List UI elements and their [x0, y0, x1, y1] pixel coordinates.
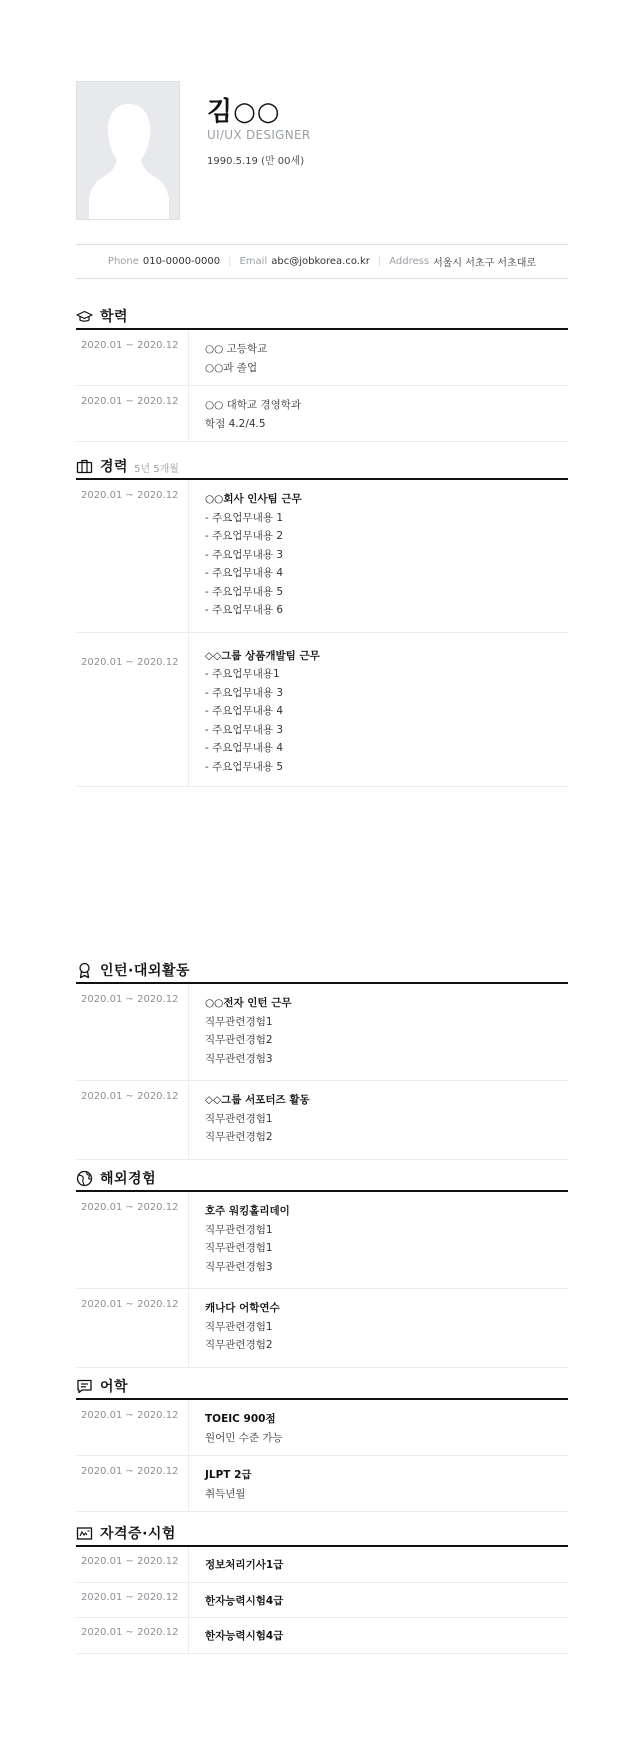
entry-body — [189, 480, 568, 632]
entry-body — [189, 984, 568, 1080]
entry-line: 직무관련경험1 — [205, 1242, 273, 1254]
entry-date: 2020.01 ~ 2020.12 — [76, 1289, 189, 1367]
activities-section-header — [76, 958, 568, 984]
entry-row — [76, 633, 568, 788]
entry-heading: ◇◇그룹 상품개발팀 근무 — [205, 649, 320, 662]
entry-line: 직무관련경험2 — [205, 1131, 273, 1143]
entry-heading: 한자능력시험4급 — [205, 1594, 284, 1607]
person-silhouette-icon — [77, 82, 180, 220]
entry-row — [76, 1456, 568, 1512]
certificate-icon — [76, 1525, 93, 1542]
award-ribbon-icon — [76, 962, 93, 979]
entry-line: 직무관련경험3 — [205, 1260, 273, 1273]
entry-heading: TOEIC 900점 — [205, 1413, 276, 1425]
certificates-section — [76, 1521, 568, 1654]
entry-row — [76, 1583, 568, 1619]
section-title: 어학 — [100, 1379, 129, 1395]
contact-divider: | — [377, 256, 382, 267]
entry-line: - 주요업무내용 6 — [205, 604, 284, 616]
email-value[interactable]: abc@jobkorea.co.kr — [271, 256, 370, 267]
entry-date: 2020.01 ~ 2020.12 — [76, 330, 189, 385]
education-section-header — [76, 304, 568, 330]
entry-body — [189, 1456, 568, 1511]
address-value: 서울시 서초구 서초대로 — [433, 258, 537, 269]
entry-line: 직무관련경험1 — [205, 1112, 273, 1125]
entry-line: - 주요업무내용 4 — [205, 567, 284, 579]
profile-photo-placeholder — [76, 81, 180, 220]
language-section — [76, 1374, 568, 1512]
entry-row — [76, 1081, 568, 1160]
language-section-header — [76, 1374, 568, 1400]
overseas-section-header — [76, 1166, 568, 1192]
entry-heading: 한자능력시험4급 — [205, 1630, 284, 1642]
entry-body — [189, 1192, 568, 1288]
entry-line: - 주요업무내용 3 — [205, 548, 284, 561]
entry-date: 2020.01 ~ 2020.12 — [76, 386, 189, 441]
entry-date: 2020.01 ~ 2020.12 — [76, 1583, 189, 1618]
entry-line: - 주요업무내용 2 — [205, 530, 284, 542]
entry-heading: ◇◇그룹 서포터즈 활동 — [205, 1094, 310, 1106]
entry-date: 2020.01 ~ 2020.12 — [76, 1192, 189, 1288]
entry-line: - 주요업무내용 4 — [205, 705, 284, 717]
entry-row — [76, 984, 568, 1081]
entry-date: 2020.01 ~ 2020.12 — [76, 1547, 189, 1582]
education-section — [76, 304, 568, 442]
entry-row — [76, 480, 568, 633]
email-label: Email — [239, 256, 268, 267]
entry-row — [76, 330, 568, 386]
entry-line: 직무관련경험1 — [205, 1223, 273, 1236]
entry-line: 직무관련경험2 — [205, 1034, 273, 1046]
certificates-section-header — [76, 1521, 568, 1547]
phone-label: Phone — [107, 256, 139, 267]
entry-line: 학점 4.2/4.5 — [205, 417, 266, 430]
entry-body — [189, 1618, 568, 1653]
entry-date: 2020.01 ~ 2020.12 — [76, 1081, 189, 1159]
profile-name: 김○○ — [207, 97, 281, 127]
entry-heading: 호주 워킹홀리데이 — [205, 1205, 290, 1217]
career-section — [76, 454, 568, 787]
entry-heading: ○○회사 인사팀 근무 — [205, 493, 302, 505]
speech-bubble-icon — [76, 1378, 93, 1395]
contact-bar — [76, 244, 568, 279]
profile-job-title: UI/UX DESIGNER — [207, 128, 311, 142]
entry-line: - 주요업무내용 4 — [205, 742, 284, 754]
entry-line: 직무관련경험1 — [205, 1320, 273, 1333]
section-title: 학력 — [100, 309, 129, 325]
entry-body — [189, 1583, 568, 1618]
entry-row — [76, 1400, 568, 1456]
section-title: 인턴·대외활동 — [100, 963, 190, 979]
entry-date: 2020.01 ~ 2020.12 — [76, 633, 189, 787]
entry-body — [189, 1400, 568, 1455]
entry-row — [76, 1547, 568, 1583]
entry-row — [76, 1618, 568, 1654]
entry-line: - 주요업무내용 1 — [205, 511, 284, 524]
entry-line: - 주요업무내용1 — [205, 668, 280, 680]
entry-heading: ○○전자 인턴 근무 — [205, 997, 292, 1009]
activities-section — [76, 958, 568, 1160]
entry-date: 2020.01 ~ 2020.12 — [76, 480, 189, 632]
entry-line: - 주요업무내용 3 — [205, 686, 284, 699]
entry-line: 직무관련경험2 — [205, 1339, 273, 1351]
globe-icon — [76, 1170, 93, 1187]
entry-line: 직무관련경험1 — [205, 1015, 273, 1028]
entry-row — [76, 1192, 568, 1289]
entry-body — [189, 633, 568, 787]
phone-value: 010-0000-0000 — [142, 256, 221, 267]
address-label: Address — [389, 256, 430, 267]
entry-body — [189, 386, 568, 441]
entry-date: 2020.01 ~ 2020.12 — [76, 984, 189, 1080]
entry-line: ○○과 졸업 — [205, 361, 258, 374]
entry-line: - 주요업무내용 5 — [205, 760, 284, 773]
entry-line: 직무관련경험3 — [205, 1052, 273, 1065]
entry-body — [189, 1081, 568, 1159]
entry-line: ○○ 고등학교 — [205, 343, 268, 355]
entry-body — [189, 1289, 568, 1367]
graduation-cap-icon — [76, 308, 93, 325]
section-subtitle: 5년 5개월 — [134, 464, 179, 475]
section-title: 해외경험 — [100, 1171, 157, 1187]
entry-heading: JLPT 2급 — [205, 1469, 252, 1481]
section-title: 경력 — [100, 459, 129, 475]
entry-heading: 정보처리기사1급 — [205, 1559, 284, 1571]
entry-row — [76, 386, 568, 442]
entry-line: 원어민 수준 가능 — [205, 1431, 283, 1444]
entry-date: 2020.01 ~ 2020.12 — [76, 1456, 189, 1511]
entry-row — [76, 1289, 568, 1368]
entry-line: - 주요업무내용 3 — [205, 723, 284, 736]
entry-date: 2020.01 ~ 2020.12 — [76, 1618, 189, 1653]
entry-line: ○○ 대학교 경영학과 — [205, 399, 301, 411]
briefcase-icon — [76, 458, 93, 475]
career-section-header — [76, 454, 568, 480]
contact-divider: | — [228, 256, 232, 267]
entry-body — [189, 1547, 568, 1582]
section-title: 자격증·시험 — [100, 1526, 176, 1542]
overseas-section — [76, 1166, 568, 1368]
entry-date: 2020.01 ~ 2020.12 — [76, 1400, 189, 1455]
entry-body — [189, 330, 568, 385]
profile-birthdate: 1990.5.19 (만 00세) — [207, 156, 305, 167]
entry-line: 취득년월 — [205, 1487, 246, 1500]
entry-heading: 캐나다 어학연수 — [205, 1302, 280, 1314]
entry-line: - 주요업무내용 5 — [205, 585, 284, 598]
